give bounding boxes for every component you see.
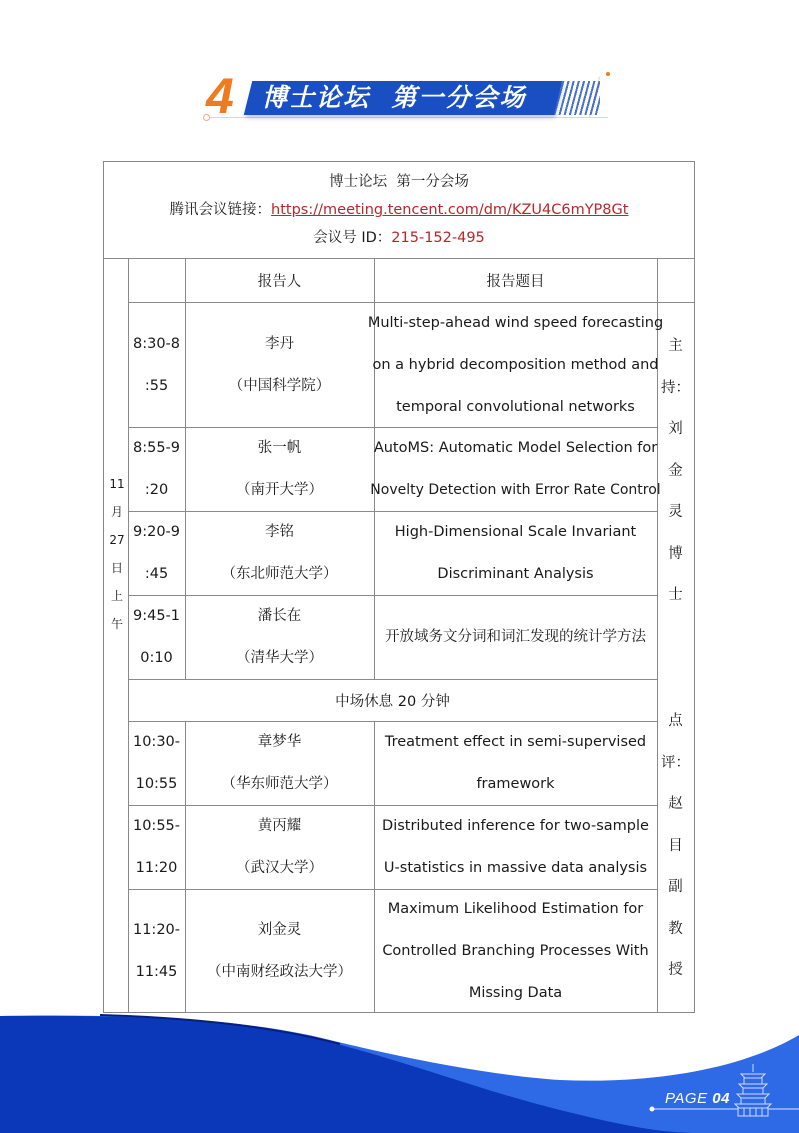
row-topic [367, 302, 664, 427]
meeting-id: 215-152-495 [391, 230, 485, 246]
row-speaker [185, 511, 374, 595]
session-info [104, 162, 694, 258]
row-time [128, 511, 185, 595]
reviewer-char: 副 [668, 879, 683, 895]
speaker-name: 张一帆 [257, 440, 302, 456]
time-start: 9:20-9 [132, 524, 181, 540]
time-end: 10:55 [135, 776, 178, 792]
row-time [128, 805, 185, 889]
header-topic: 报告题目 [486, 273, 545, 290]
topic-line: on a hybrid decomposition method and [372, 356, 659, 373]
footer-wave [0, 1000, 799, 1133]
host-char: 灵 [668, 504, 683, 520]
row-speaker [185, 721, 374, 805]
speaker-affiliation: （清华大学） [236, 650, 323, 666]
time-end: 0:10 [140, 650, 173, 666]
speaker-name: 李丹 [265, 335, 294, 352]
host-char: 博 [668, 545, 683, 562]
row-time [128, 302, 185, 427]
host-char: 金 [668, 462, 683, 479]
time-start: 10:55- [132, 818, 181, 834]
meeting-id-line [313, 224, 485, 252]
topic-line: Treatment effect in semi-supervised [384, 734, 647, 750]
time-start: 8:55-9 [132, 440, 181, 456]
reviewer-char: 赵 [668, 796, 683, 812]
speaker-name: 潘长在 [257, 608, 302, 624]
schedule-table [103, 161, 695, 1013]
reviewer-char: 目 [668, 837, 683, 854]
speaker-affiliation: （武汉大学） [236, 860, 323, 876]
speaker-affiliation: （中国科学院） [228, 377, 331, 394]
row-time [128, 595, 185, 679]
row-speaker [185, 595, 374, 679]
row-speaker [185, 805, 374, 889]
speaker-name: 章梦华 [257, 734, 302, 750]
row-topic [374, 889, 657, 1012]
host-char: 主 [668, 338, 683, 354]
topic-line: Controlled Branching Processes With [382, 942, 649, 959]
time-end: 11:45 [135, 963, 178, 980]
row-topic [374, 721, 657, 805]
topic-line: Missing Data [468, 984, 563, 1001]
date-char: 27 [109, 533, 125, 547]
row-topic [374, 805, 657, 889]
reviewer-char: 点 [668, 713, 683, 729]
host-label [657, 326, 694, 617]
speaker-affiliation: （中南财经政法大学） [207, 963, 352, 980]
topic-line: High-Dimensional Scale Invariant [394, 524, 637, 540]
row-topic [374, 595, 657, 679]
topic-line: U-statistics in massive data analysis [383, 860, 648, 876]
page-dot-icon [650, 1107, 655, 1112]
speaker-affiliation: （华东师范大学） [221, 776, 338, 792]
reviewer-char: 评： [661, 754, 690, 771]
row-time [128, 721, 185, 805]
speaker-affiliation: （南开大学） [236, 482, 323, 498]
time-end: 11:20 [135, 860, 178, 876]
row-speaker [185, 427, 374, 511]
page-number: 04 [712, 1090, 730, 1107]
topic-line: Discriminant Analysis [437, 566, 594, 582]
date-char: 午 [110, 617, 123, 631]
speaker-name: 刘金灵 [257, 921, 302, 938]
host-char: 士 [668, 587, 683, 603]
host-char: 持： [661, 379, 690, 396]
date-label [106, 470, 128, 638]
header-reporter: 报告人 [257, 273, 302, 290]
meeting-id-label: 会议号 ID： [313, 230, 392, 246]
meeting-link-line [170, 196, 629, 224]
row-speaker [185, 302, 374, 427]
meeting-link[interactable]: https://meeting.tencent.com/dm/KZU4C6mYP8Gt [271, 202, 629, 218]
host-char: 刘 [668, 421, 683, 437]
date-char: 11 [109, 477, 125, 491]
time-start: 11:20- [132, 921, 181, 938]
speaker-name: 黄丙耀 [257, 818, 302, 834]
date-char: 月 [110, 505, 123, 519]
banner-dot-icon [606, 72, 610, 76]
topic-line: 开放域务文分词和词汇发现的统计学方法 [385, 629, 646, 645]
row-time [128, 427, 185, 511]
section-number: 4 [206, 68, 234, 124]
reviewer-char: 授 [668, 962, 683, 978]
topic-line: framework [476, 776, 555, 792]
topic-line: Novelty Detection with Error Rate Control [370, 482, 661, 498]
row-topic [370, 427, 661, 511]
row-topic [374, 511, 657, 595]
time-end: :55 [144, 377, 169, 394]
topic-line: Multi-step-ahead wind speed forecasting [367, 314, 664, 331]
section-banner [200, 70, 620, 130]
time-end: :45 [144, 566, 169, 582]
topic-line: temporal convolutional networks [396, 398, 635, 415]
time-start: 9:45-1 [132, 608, 181, 624]
session-title: 博士论坛 第一分会场 [329, 174, 469, 190]
topic-line: AutoMS: Automatic Model Selection for [373, 440, 658, 456]
break-row: 中场休息 20 分钟 [335, 693, 450, 710]
row-speaker [185, 889, 374, 1012]
banner-stripes-decoration [552, 81, 600, 115]
row-time [128, 889, 185, 1012]
date-char: 日 [110, 561, 123, 575]
date-char: 上 [110, 589, 123, 603]
meeting-link-label: 腾讯会议链接： [169, 202, 272, 218]
time-start: 10:30- [132, 734, 181, 750]
reviewer-label [657, 701, 694, 992]
banner-underline [208, 117, 608, 118]
time-start: 8:30-8 [132, 335, 181, 352]
speaker-affiliation: （东北师范大学） [221, 566, 338, 582]
page-prefix: PAGE [665, 1090, 713, 1107]
page-number-label [665, 1090, 730, 1107]
topic-line: Distributed inference for two-sample [382, 818, 649, 834]
topic-line: Maximum Likelihood Estimation for [387, 900, 644, 917]
time-end: :20 [144, 482, 169, 498]
speaker-name: 李铭 [265, 524, 294, 540]
reviewer-char: 教 [668, 920, 683, 937]
section-title: 博士论坛 第一分会场 [262, 83, 527, 112]
